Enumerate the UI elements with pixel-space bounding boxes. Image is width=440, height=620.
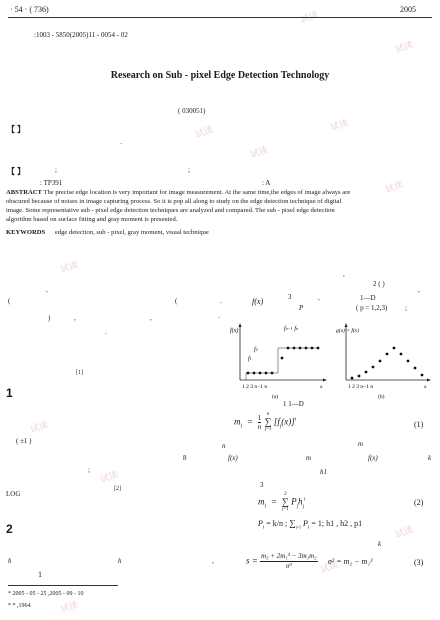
sample-point <box>311 347 314 350</box>
sample-point <box>379 360 382 363</box>
sample-point <box>351 377 354 380</box>
f1-label: f1 <box>248 356 252 362</box>
text-fragment: f(x) <box>228 454 238 462</box>
sample-point <box>365 371 368 374</box>
document-code: : A <box>262 179 271 187</box>
sample-point <box>358 375 361 378</box>
text-fragment: ( ±1 ) <box>16 437 32 445</box>
footnote-received: * 2005 - 05 - 25 ,2005 - 09 - 10 <box>8 591 84 597</box>
equation-3: s = $\frac{\text{m₃ + 2m₁³ − 3m₁m₂}}{\text{σ³}}$ σ² = m₂ − m₁² <box>246 552 373 570</box>
text-fragment: 1—D <box>360 294 376 302</box>
sample-point <box>305 347 308 350</box>
sample-point <box>386 353 389 356</box>
sample-point <box>414 367 417 370</box>
text-fragment: , <box>150 314 152 322</box>
text-fragment: , <box>212 557 214 565</box>
sample-point <box>281 357 284 360</box>
arrowhead <box>427 379 431 382</box>
sample-point <box>259 372 262 375</box>
watermark: 试读 <box>319 560 340 576</box>
watermark: 试读 <box>29 420 50 436</box>
watermark: 试读 <box>329 118 350 134</box>
text-fragment: . <box>220 297 222 305</box>
dot-mark: ; <box>188 166 190 174</box>
text-fragment: , <box>343 270 345 278</box>
keywords-label: KEYWORDS <box>6 229 46 236</box>
panel-a-xticks: 1 2 3 n−1 n <box>242 384 268 390</box>
sample-point <box>407 360 410 363</box>
reference-marker: [1] <box>76 370 83 376</box>
panel-a-annotation: fn−1 fn <box>284 326 299 332</box>
sample-point <box>265 372 268 375</box>
arrowhead <box>345 323 348 327</box>
text-fragment: 8 <box>183 454 187 462</box>
text-fragment: ( p = 1,2,3) <box>356 304 388 312</box>
abstract-label: ABSTRACT <box>6 189 42 196</box>
text-fragment: n <box>222 442 226 450</box>
text-fragment: 3 <box>288 293 292 301</box>
watermark: 试读 <box>299 10 320 26</box>
sample-point <box>372 366 375 369</box>
watermark: 试读 <box>59 600 80 616</box>
panel-b-xvar: x <box>424 384 427 390</box>
text-fragment: ; <box>405 304 407 312</box>
panel-b-ylabel: g(x) = f(x) <box>336 328 359 334</box>
keywords-cn-label: 【 】 <box>7 167 25 176</box>
affiliation: ( 030051) <box>178 107 206 115</box>
function-symbol: f(x) <box>252 297 264 306</box>
panel-a-caption: (a) <box>272 394 279 400</box>
text-fragment: 1 1—D <box>283 400 304 408</box>
text-fragment: h <box>8 557 12 565</box>
watermark: 试读 <box>384 180 405 196</box>
dot-mark: ; <box>55 166 57 174</box>
f2-label: f2 <box>254 347 258 353</box>
equation-2: $m_i$ = 2 ∑ j=1 $P_jh_j^i$ <box>258 492 306 512</box>
text-fragment: m <box>306 454 312 462</box>
abstract-line: algorithm based on surface fitting and gray moment is presented. <box>6 216 178 223</box>
text-fragment: ) <box>48 314 51 322</box>
text-fragment: 1 <box>38 570 42 579</box>
keywords-text: edge detection, sub - pixel, gray moment, visual technique <box>54 229 209 236</box>
equation-1: $m_i$ = $\frac{1}{n}$ n ∑ j=1 $[f_j(x)]^i$ <box>234 412 297 432</box>
text-fragment: · <box>218 314 221 322</box>
text-fragment: , <box>418 286 420 294</box>
footnote-author: * * ,1964 <box>8 603 31 609</box>
text-fragment: ( <box>8 297 11 305</box>
text-fragment: LOG <box>6 490 21 498</box>
running-header-year: 2005 <box>400 5 416 14</box>
text-fragment: , <box>74 314 76 322</box>
text-fragment: 3 <box>260 481 264 489</box>
header-rule <box>8 17 432 18</box>
english-keywords <box>6 228 436 237</box>
paper-title: Research on Sub - pixel Edge Detection Technology <box>110 70 330 81</box>
watermark: 试读 <box>99 470 120 486</box>
sample-point <box>271 372 274 375</box>
text-fragment: h <box>118 557 122 565</box>
text-fragment: k <box>428 454 432 462</box>
watermark: 试读 <box>394 525 415 541</box>
sample-point <box>299 347 302 350</box>
text-fragment: , <box>46 286 48 294</box>
watermark: 试读 <box>194 125 215 141</box>
sample-point <box>400 353 403 356</box>
edge-profile-figure <box>228 318 434 408</box>
text-fragment: , <box>318 294 320 302</box>
equation-number: (1) <box>414 420 424 429</box>
text-fragment: . <box>105 328 107 336</box>
sample-point <box>317 347 320 350</box>
sample-point <box>253 372 256 375</box>
arrowhead <box>239 323 242 327</box>
panel-a-xvar: x <box>320 384 323 390</box>
text-fragment: ; <box>88 466 90 474</box>
equation-number: (2) <box>414 498 424 507</box>
text-fragment: 2 ( ) <box>373 280 385 288</box>
text-fragment: m <box>358 440 364 448</box>
sample-point <box>393 347 396 350</box>
arrowhead <box>323 379 327 382</box>
abstract-line: obscured because of noises in image capturing process. So it is pop all along to study on the edge detection technique of digital <box>6 198 342 205</box>
text-fragment: P <box>299 304 304 312</box>
sample-point <box>293 347 296 350</box>
equation-number: (3) <box>414 558 424 567</box>
footnote-rule <box>8 585 118 586</box>
probability-relation: $P_i = k/n$ ; $\sum_{j=1}$ $P_i = 1$; h1 , h2 , p1 <box>258 518 363 531</box>
section-heading: 1 <box>6 386 13 400</box>
watermark: 试读 <box>394 40 415 56</box>
running-header-left: · 54 · ( 736) <box>10 5 49 14</box>
text-fragment: f(x) <box>368 454 378 462</box>
watermark: 试读 <box>59 260 80 276</box>
section-heading: 2 <box>6 522 13 536</box>
panel-a-ylabel: f(x) <box>230 328 239 334</box>
text-fragment: k <box>378 540 382 548</box>
text-fragment: ( <box>175 297 178 305</box>
abstract-line: The precise edge location is very important for image measurement. At the same time,the edges of image always are <box>43 189 351 196</box>
article-number: :1003 - 5850(2005)11 - 0054 - 02 <box>34 31 128 39</box>
dot-mark: · <box>120 140 123 148</box>
sample-point <box>421 374 424 377</box>
panel-b-caption: (b) <box>378 394 385 400</box>
abstract-cn-label: 【 】 <box>7 125 25 134</box>
watermark: 试读 <box>249 145 270 161</box>
sample-point <box>247 372 250 375</box>
reference-marker: [2] <box>114 486 121 492</box>
figure-panel-a <box>239 323 328 382</box>
abstract-line: image. Some representative sub - pixel edge detection techniques are analyzed and compared. The sub - pixel edge detection <box>6 207 335 214</box>
text-fragment: h1 <box>320 468 327 476</box>
english-abstract <box>6 188 436 224</box>
panel-b-xticks: 1 2 3 n−1 n <box>348 384 374 390</box>
sample-point <box>287 347 290 350</box>
classification-number: : TP391 <box>40 179 63 187</box>
sample-points <box>351 347 424 380</box>
